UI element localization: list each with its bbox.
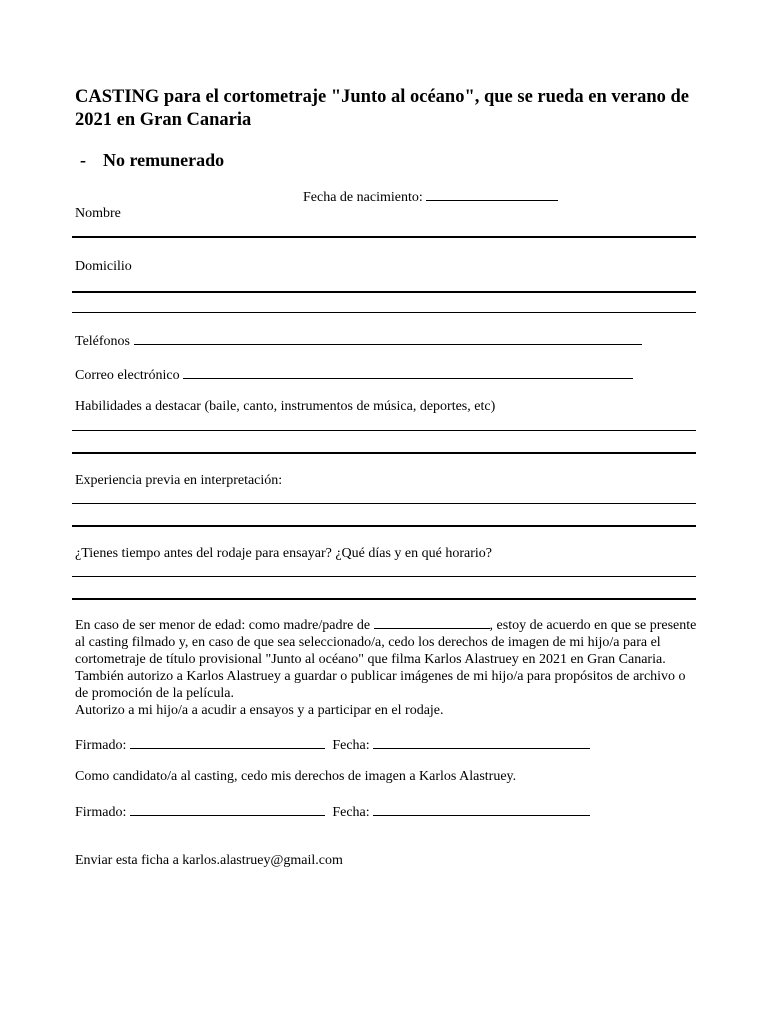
name-field-line[interactable] [72, 236, 696, 238]
experience-field-line-2[interactable] [72, 525, 696, 527]
address-field-line-1[interactable] [72, 291, 696, 293]
email-row [75, 365, 633, 384]
candidate-signature-row [75, 802, 590, 821]
rehearsal-authorization: Autorizo a mi hijo/a a acudir a ensayos y a participar en el rodaje. [75, 703, 444, 718]
guardian-signature-field[interactable] [130, 735, 325, 749]
date-label: Fecha: [332, 738, 370, 753]
document-title: CASTING para el cortometraje "Junto al océano", que se rueda en verano de 2021 en Gran Canaria [75, 87, 690, 130]
minor-consent-rest: , estoy de acuerdo en que se presente al casting filmado y, en caso de que sea seleccionado/a, cedo los derechos de imagen de mi hijo/a para el cortometraje de título provisional "Junto al océano" que filma Karlos Alastruey en 2021 en Gran Canaria. También autorizo a Karlos Alastruey a guardar o publicar imágenes de mi hijo/a para propósitos de archivo o de promoción de la película. [75, 618, 697, 701]
phones-field[interactable] [134, 331, 642, 345]
child-name-field[interactable] [374, 615, 490, 629]
skills-field-line-1[interactable] [72, 430, 696, 431]
phones-row [75, 331, 642, 350]
birth-date-row [303, 187, 558, 206]
birth-date-field[interactable] [426, 187, 558, 201]
signed-label: Firmado: [75, 738, 127, 753]
candidate-signature-field[interactable] [130, 802, 325, 816]
candidate-date-field[interactable] [373, 802, 590, 816]
experience-label: Experiencia previa en interpretación: [75, 473, 283, 488]
skills-label: Habilidades a destacar (baile, canto, instrumentos de música, deportes, etc) [75, 399, 496, 414]
signed-label: Firmado: [75, 805, 127, 820]
email-field[interactable] [183, 365, 633, 379]
experience-field-line-1[interactable] [72, 503, 696, 504]
skills-field-line-2[interactable] [72, 452, 696, 454]
birth-date-label: Fecha de nacimiento: [303, 190, 423, 205]
date-label: Fecha: [332, 805, 370, 820]
availability-label: ¿Tienes tiempo antes del rodaje para ensayar? ¿Qué días y en qué horario? [75, 546, 492, 561]
guardian-date-field[interactable] [373, 735, 590, 749]
candidate-statement: Como candidato/a al casting, cedo mis derechos de imagen a Karlos Alastruey. [75, 769, 517, 784]
bullet-dash: - [80, 150, 86, 170]
availability-field-line-1[interactable] [72, 576, 696, 577]
unpaid-note-text: No remunerado [103, 150, 225, 170]
minor-consent-start: En caso de ser menor de edad: como madre/padre de [75, 618, 371, 633]
email-label: Correo electrónico [75, 368, 180, 383]
phones-label: Teléfonos [75, 334, 131, 349]
address-label: Domicilio [75, 259, 132, 274]
minor-consent-paragraph [75, 615, 697, 719]
guardian-signature-row [75, 735, 590, 754]
name-label: Nombre [75, 206, 121, 221]
send-instruction: Enviar esta ficha a karlos.alastruey@gmail.com [75, 853, 343, 868]
address-field-line-2[interactable] [72, 312, 696, 313]
unpaid-note [80, 148, 224, 172]
availability-field-line-2[interactable] [72, 598, 696, 600]
